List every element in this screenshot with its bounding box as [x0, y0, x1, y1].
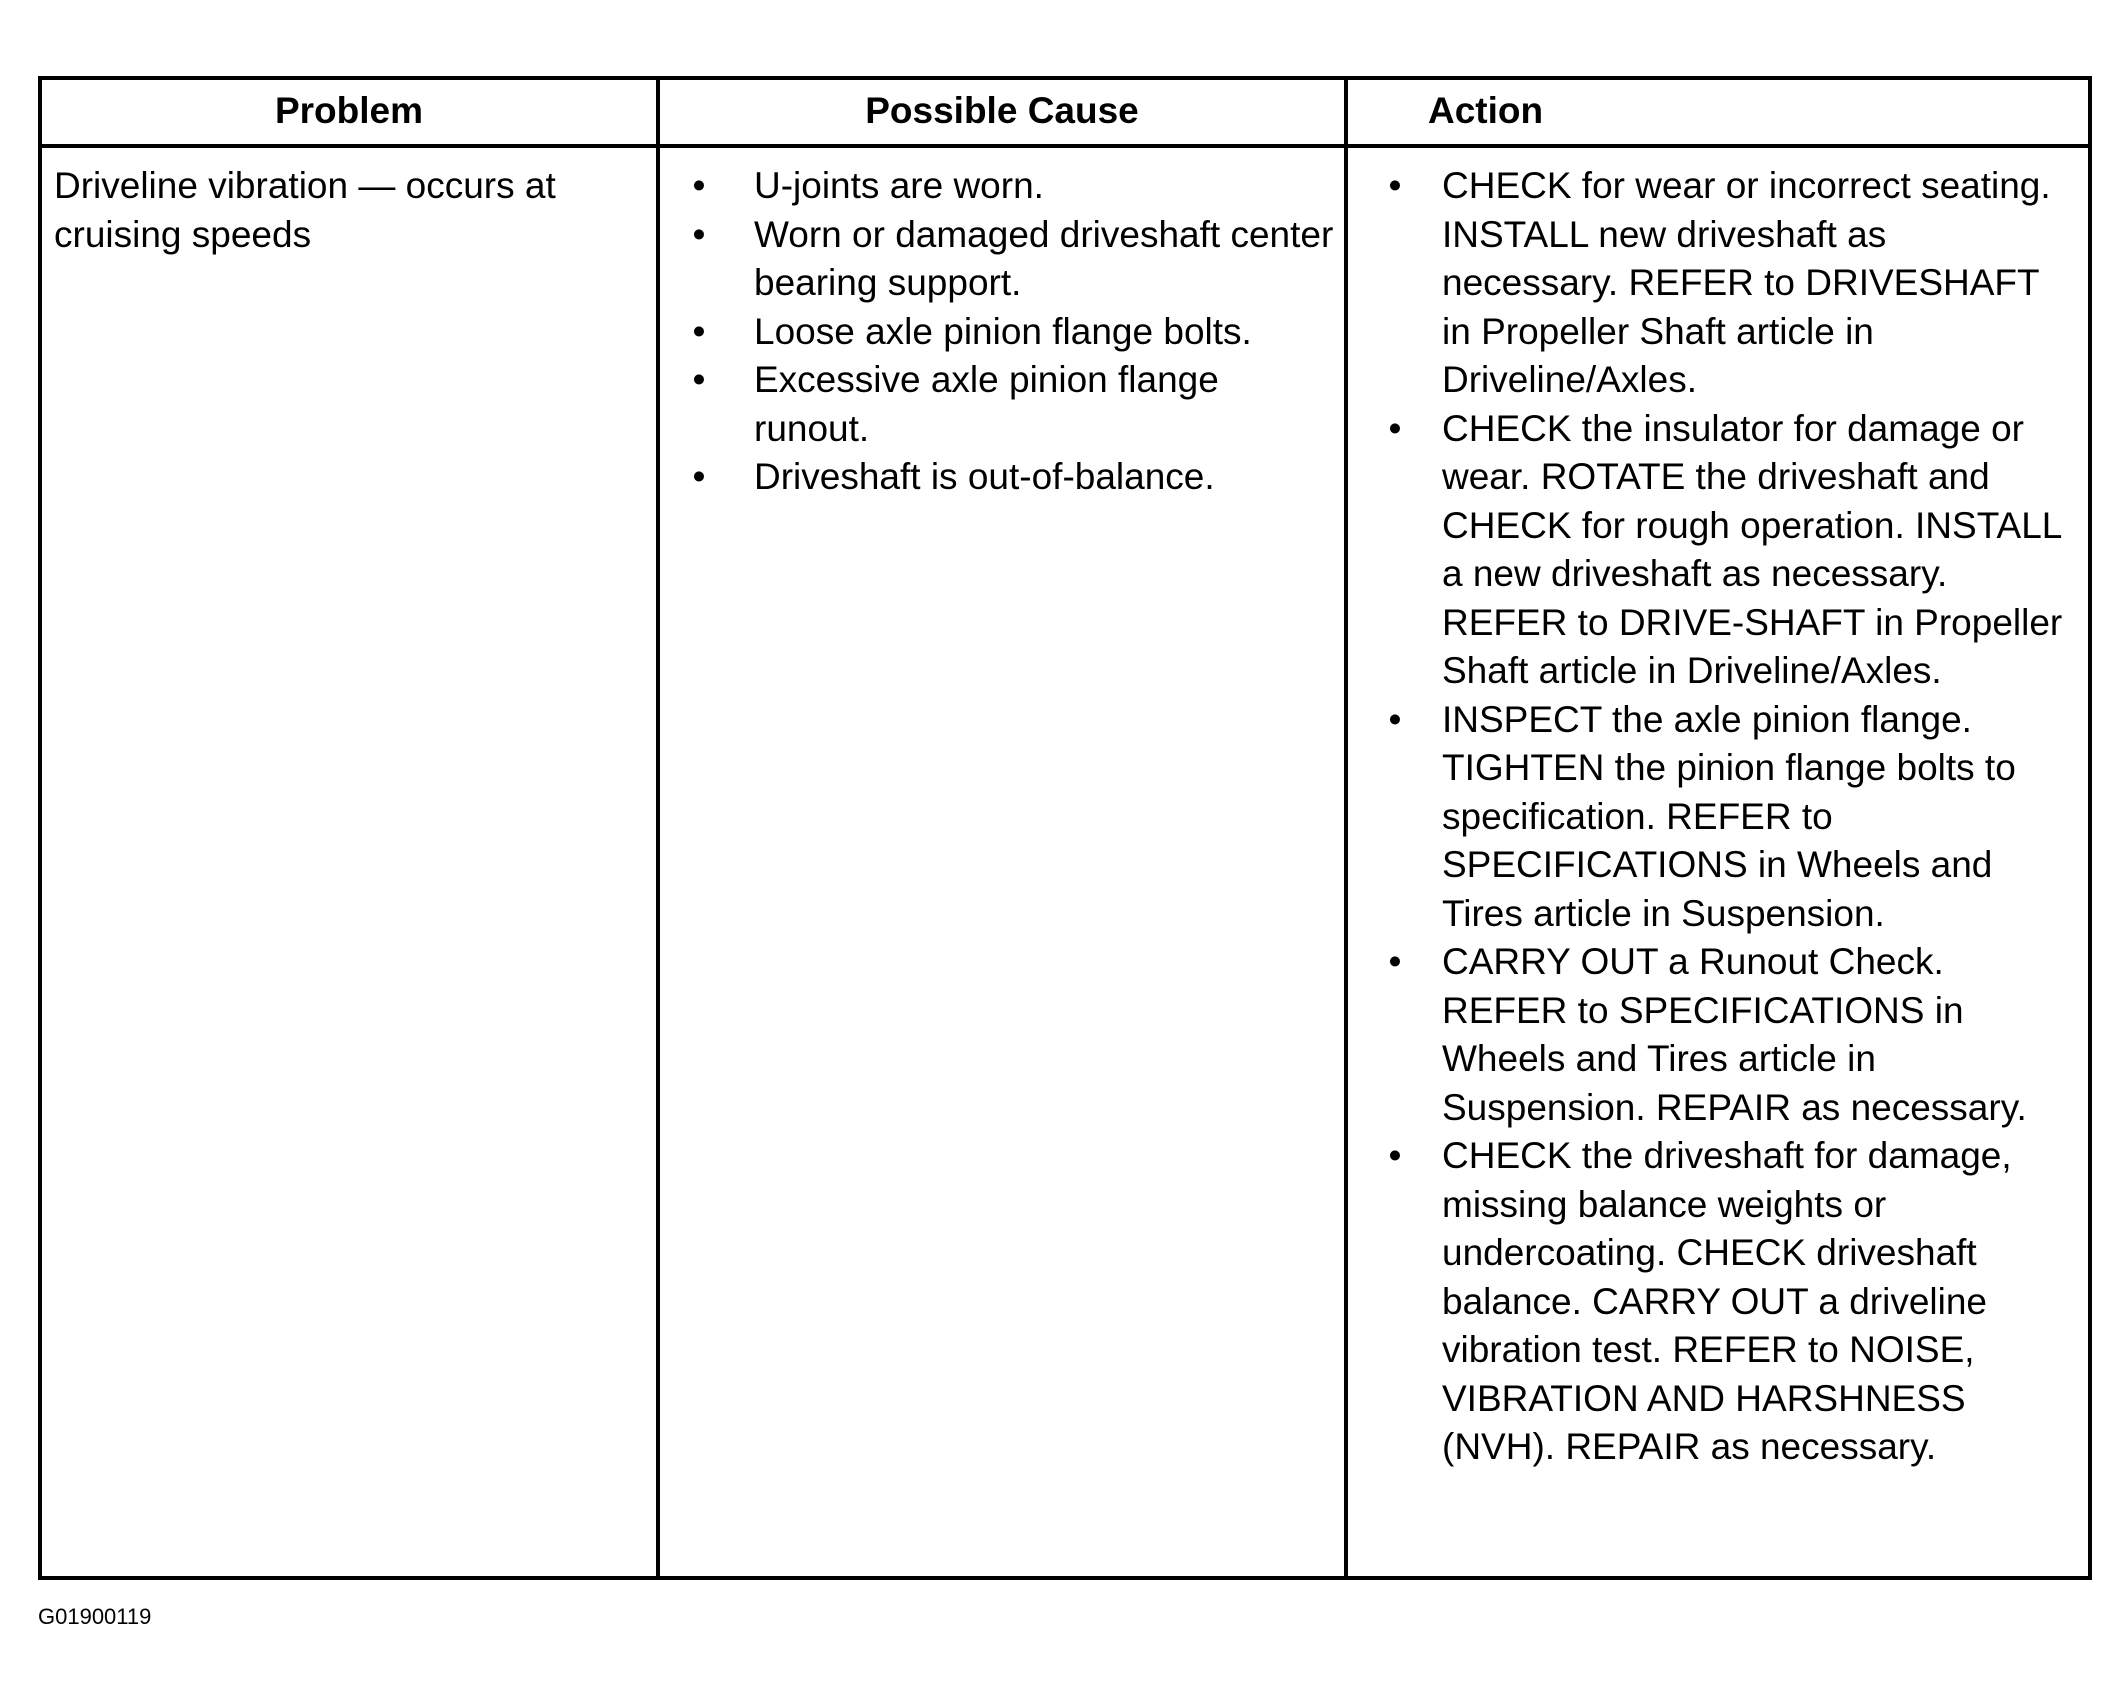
cause-text: Loose axle pinion flange bolts. [754, 310, 1252, 352]
bullet-icon: • [1388, 165, 1402, 206]
action-text: CHECK the driveshaft for damage, missing balance weights or undercoating. CHECK driveshaft balance. CARRY OUT a driveline vibration test. REFER to NOISE, VIBRATION AND HARSHNESS (NVH). REPAIR as necessary. [1442, 1135, 2012, 1467]
bullet-icon: • [692, 213, 706, 255]
cause-text: Worn or damaged driveshaft center bearing support. [754, 213, 1334, 303]
bullet-icon: • [1388, 698, 1402, 740]
action-text: CHECK for wear or incorrect seating. INSTALL new driveshaft as necessary. REFER to DRIVESHAFT in Propeller Shaft article in Driveline/Axles. [1442, 165, 2051, 400]
figure-code: G01900119 [38, 1604, 152, 1629]
action-list-item [1348, 162, 2080, 405]
cause-text: U-joints are worn. [754, 165, 1044, 206]
header-problem: Problem [42, 80, 660, 148]
cause-list-item [660, 453, 1336, 502]
bullet-icon: • [692, 310, 706, 352]
action-cell [1348, 148, 2088, 1576]
diagnosis-table [38, 76, 2092, 1580]
bullet-icon: • [1388, 1135, 1402, 1176]
bullet-icon: • [692, 165, 706, 206]
cause-list-item [660, 162, 1336, 211]
bullet-icon: • [1388, 407, 1402, 449]
bullet-icon: • [692, 456, 706, 497]
cause-list-item [660, 308, 1336, 357]
bullet-icon: • [1388, 941, 1402, 982]
action-text: CHECK the insulator for damage or wear. ROTATE the driveshaft and CHECK for rough operation. INSTALL a new driveshaft as necessary. REFER to DRIVE-SHAFT in Propeller Shaft article in Driveline/Axles. [1442, 407, 2063, 691]
cause-list [660, 148, 1344, 502]
action-text: INSPECT the axle pinion flange. TIGHTEN the pinion flange bolts to specification. REFER to SPECIFICATIONS in Wheels and Tires article in Suspension. [1442, 698, 2016, 934]
action-list-item [1348, 1132, 2080, 1472]
bullet-icon: • [692, 359, 706, 400]
cause-list-item [660, 211, 1336, 308]
possible-cause-cell [660, 148, 1348, 1576]
header-action: Action [1348, 80, 2088, 148]
action-list-item [1348, 938, 2080, 1132]
header-possible-cause: Possible Cause [660, 80, 1348, 148]
problem-cell [42, 148, 660, 1576]
action-list-item [1348, 405, 2080, 696]
problem-text: Driveline vibration — occurs at cruising speeds [54, 165, 556, 255]
action-text: CARRY OUT a Runout Check. REFER to SPECIFICATIONS in Wheels and Tires article in Suspension. REPAIR as necessary. [1442, 941, 2027, 1128]
cause-list-item [660, 356, 1336, 453]
cause-text: Excessive axle pinion flange runout. [754, 359, 1219, 449]
action-list-item [1348, 696, 2080, 939]
action-list [1348, 148, 2088, 1472]
cause-text: Driveshaft is out-of-balance. [754, 456, 1215, 497]
